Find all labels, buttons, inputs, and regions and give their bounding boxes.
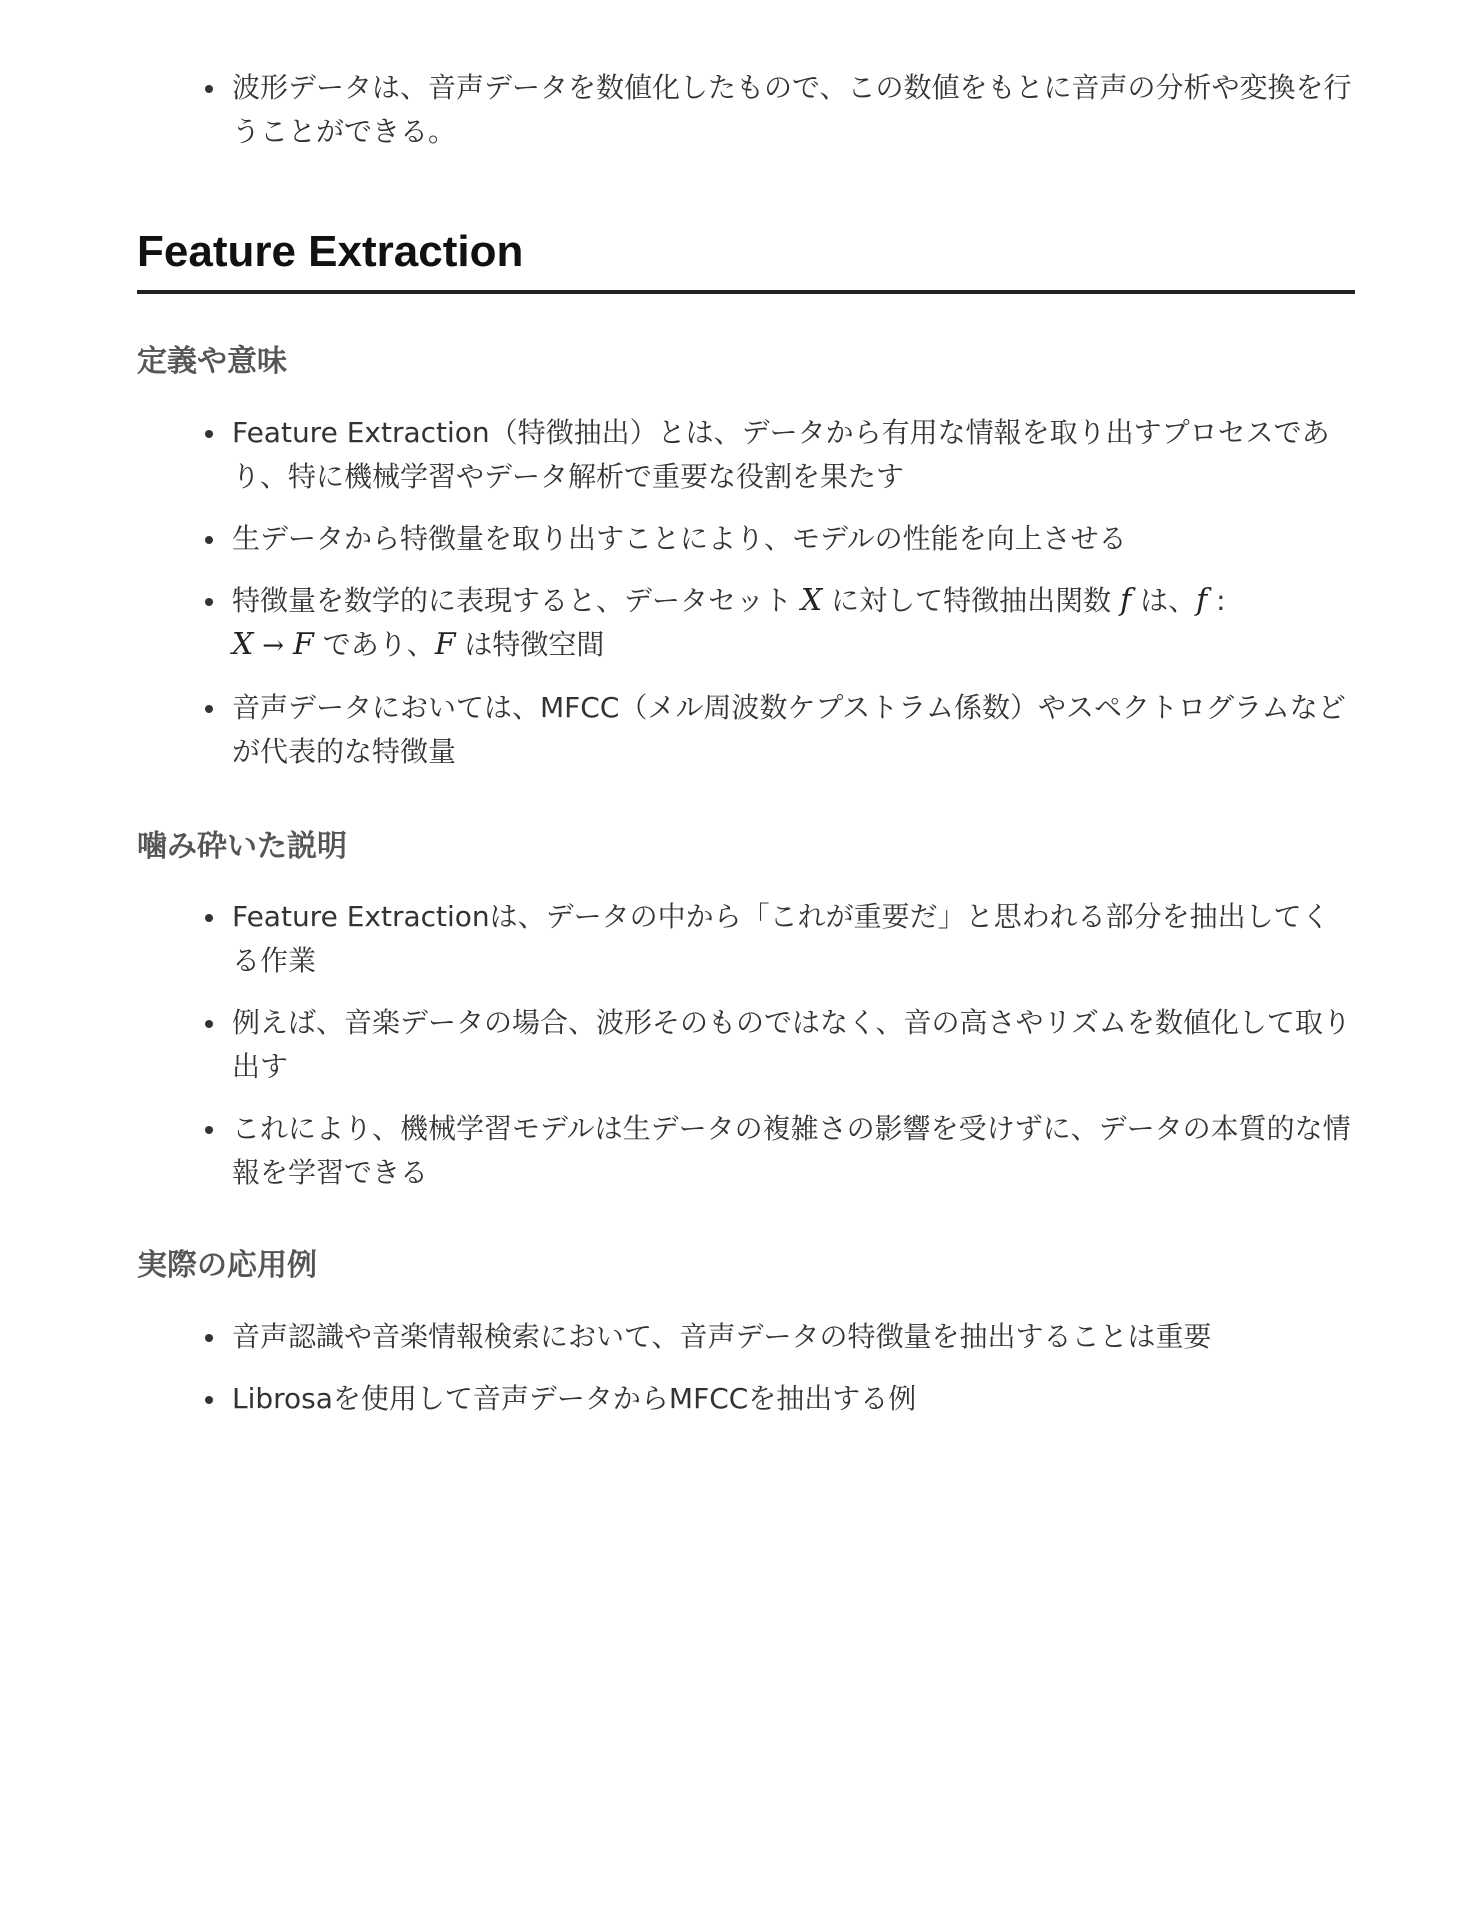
math-symbol: f — [1196, 583, 1208, 618]
list-item: これにより、機械学習モデルは生データの複雑さの影響を受けずに、データの本質的な情報を学習できる — [137, 1107, 1355, 1195]
math-symbol: f — [1120, 583, 1132, 618]
list-item: Feature Extractionは、データの中から「これが重要だ」と思われる部分を抽出してくる作業 — [137, 895, 1355, 983]
list-item: 音声認識や音楽情報検索において、音声データの特徴量を抽出することは重要 — [137, 1315, 1355, 1359]
text-span: : — [1207, 584, 1226, 617]
applications-heading: 実際の応用例 — [137, 1248, 317, 1283]
list-item: Feature Extraction（特徴抽出）とは、データから有用な情報を取り出すプロセスであり、特に機械学習やデータ解析で重要な役割を果たす — [137, 411, 1355, 499]
list-item-math — [137, 579, 1355, 668]
list-item: 例えば、音楽データの場合、波形そのものではなく、音の高さやリズムを数値化して取り出す — [137, 1001, 1355, 1089]
simple-explanation-heading: 噛み砕いた説明 — [137, 829, 347, 864]
text-span: は特徴空間 — [455, 628, 605, 661]
text-span: 特徴量を数学的に表現すると、データセット — [232, 584, 801, 617]
math-symbol: X — [232, 627, 254, 662]
applications-list — [137, 1315, 1355, 1421]
math-symbol: F — [292, 627, 314, 662]
definition-list — [137, 411, 1355, 774]
text-span: に対して特徴抽出関数 — [822, 584, 1121, 617]
text-span: は、 — [1131, 584, 1197, 617]
list-item: 音声データにおいては、MFCC（メル周波数ケプストラム係数）やスペクトログラムなどが代表的な特徴量 — [137, 686, 1355, 774]
list-item: Librosaを使用して音声データからMFCCを抽出する例 — [137, 1377, 1355, 1421]
math-symbol: X — [800, 583, 823, 618]
list-item: 生データから特徴量を取り出すことにより、モデルの性能を向上させる — [137, 517, 1355, 561]
section-heading: Feature Extraction — [137, 222, 1355, 294]
list-item: 波形データは、音声データを数値化したもので、この数値をもとに音声の分析や変換を行うことができる。 — [137, 66, 1355, 154]
text-span: であり、 — [313, 628, 435, 661]
intro-list — [137, 66, 1355, 154]
math-symbol: F — [434, 627, 456, 662]
definition-heading: 定義や意味 — [137, 344, 287, 379]
simple-explanation-list — [137, 895, 1355, 1195]
arrow-symbol: → — [262, 631, 285, 661]
